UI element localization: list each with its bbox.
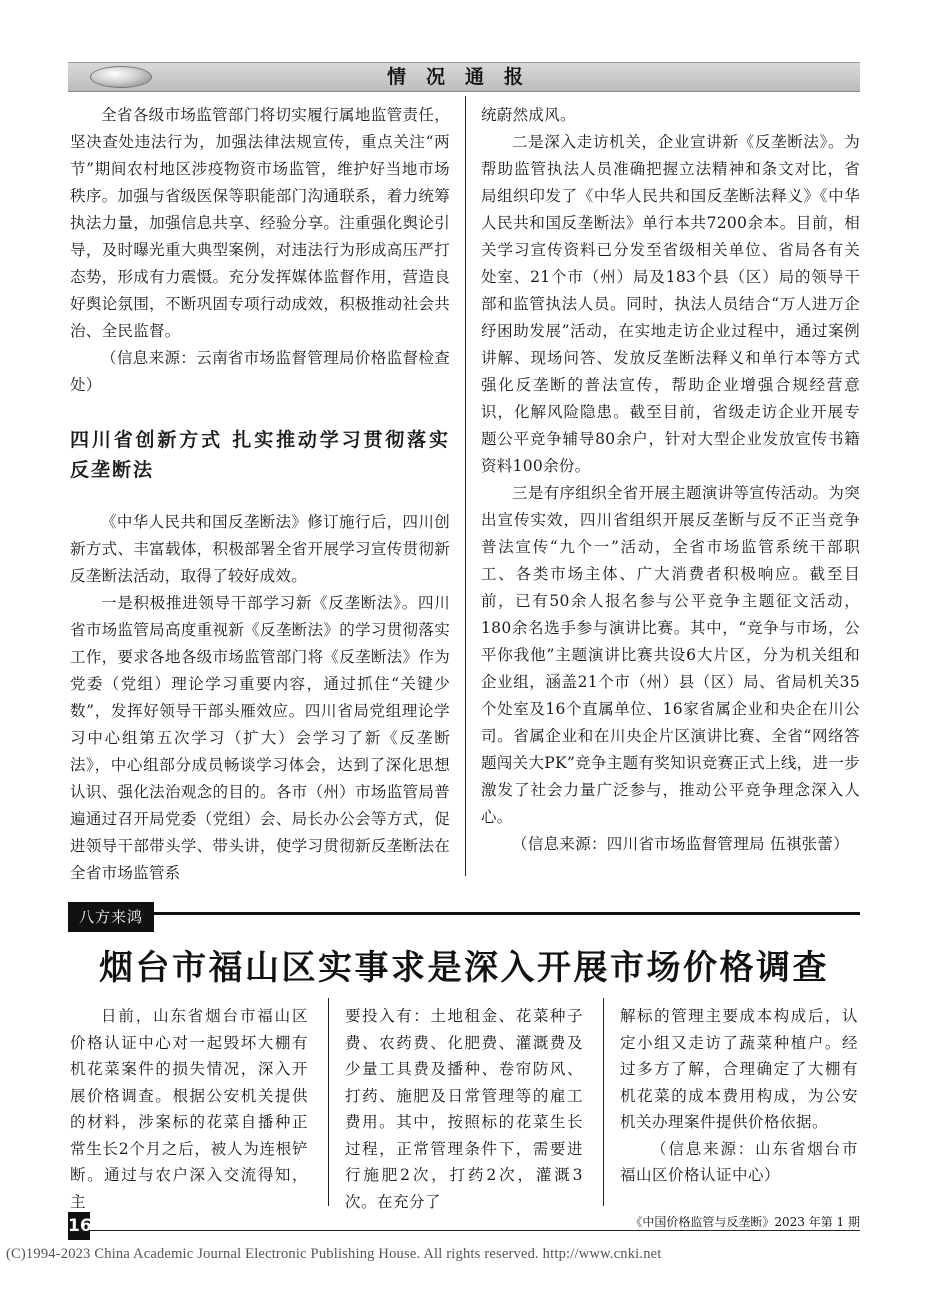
column-divider <box>328 998 329 1206</box>
paragraph: 《中华人民共和国反垄断法》修订施行后，四川创新方式、丰富载体，积极部署全省开展学习宣传贯彻新反垄断法活动，取得了较好成效。 <box>70 513 450 585</box>
section-tag: 八方来鸿 <box>68 902 154 932</box>
bottom-column-2 <box>345 1003 583 1215</box>
paragraph: 三是有序组织全省开展主题演讲等宣传活动。为突出宣传实效，四川省组织开展反垄断与反不正当竞争普法宣传“九个一”活动，全省市场监管系统干部职工、各类市场主体、广大消费者积极响应。截至目前，已有50余人报名参与公平竞争主题征文活动，180余名选手参与演讲比赛。其中，“竞争与市场，公平你我他”主题演讲比赛共设6大片区，分为机关组和企业组，涵盖21个市（州）县（区）局、省局机关35个处室及16个直属单位、16家省属企业和央企在川公司。省属企业和在川央企片区演讲比赛、全省“网络答题闯关大PK”竞争主题有奖知识竞赛正式上线，进一步激发了社会力量广泛参与，推动公平竞争理念深入人心。 <box>481 484 860 826</box>
paragraph: 解标的管理主要成本构成后，认定小组又走访了蔬菜种植户。经过多方了解，合理确定了大棚有机花菜的成本费用构成，为公安机关办理案件提供价格依据。 <box>620 1007 858 1131</box>
column-divider <box>465 96 466 876</box>
section-article-title: 烟台市福山区实事求是深入开展市场价格调查 <box>99 948 829 988</box>
section-rule <box>68 912 860 915</box>
copyright-line: (C)1994-2023 China Academic Journal Electronic Publishing House. All rights reserved. http://www.cnki.net <box>6 1246 662 1262</box>
page-header-title: 情况通报 <box>386 66 543 88</box>
paragraph: 二是深入走访机关，企业宣讲新《反垄断法》。为帮助监管执法人员准确把握立法精神和条文对比，省局组织印发了《中华人民共和国反垄断法释义》《中华人民共和国反垄断法》单行本共7200余本。目前，相关学习宣传资料已分发至省级相关单位、省局各有关处室、21个市（州）局及183个县（区）局的领导干部和监管执法人员。同时，执法人员结合“万人进万企 纾困助发展”活动，在实地走访企业过程中，通过案例讲解、现场问答、发放反垄断法释义和单行本等方式强化反垄断的普法宣传，帮助企业增强合规经营意识，化解风险隐患。截至目前，省级走访企业开展专题公平竞争辅导80余户，针对大型企业发放宣传书籍资料100余份。 <box>481 133 860 475</box>
article-title: 四川省创新方式 扎实推动学习贯彻落实反垄断法 <box>70 429 450 481</box>
bottom-column-1 <box>70 1003 308 1215</box>
header-oval-ornament <box>90 66 152 88</box>
paragraph: 日前，山东省烟台市福山区价格认证中心对一起毁坏大棚有机花菜案件的损失情况，深入开展价格调查。根据公安机关提供的材料，涉案标的花菜自播种正常生长2个月之后，被人为连根铲断。通过与农户深入交流得知，主 <box>70 1007 308 1211</box>
right-column <box>481 102 860 858</box>
left-column <box>70 102 450 887</box>
footer-rule <box>68 1230 860 1231</box>
bottom-column-3 <box>620 1003 858 1189</box>
paragraph: 一是积极推进领导干部学习新《反垄断法》。四川省市场监管局高度重视新《反垄断法》的学习贯彻落实工作，要求各地各级市场监管部门将《反垄断法》作为党委（党组）理论学习重要内容，通过抓住“关键少数”，发挥好领导干部头雁效应。四川省局党组理论学习中心组第五次学习（扩大）会学习了新《反垄断法》，中心组部分成员畅谈学习体会，达到了深化思想认识、强化法治观念的目的。各市（州）市场监管局普遍通过召开局党委（党组）会、局长办公会等方式，促进领导干部带头学、带头讲，使学习贯彻新反垄断法在全省市场监管系 <box>70 594 450 882</box>
journal-issue: 《中国价格监管与反垄断》2023 年第 1 期 <box>630 1215 860 1229</box>
source-note: （信息来源：云南省市场监督管理局价格监督检查处） <box>70 349 450 394</box>
source-note: （信息来源：四川省市场监督管理局 伍祺张蕾） <box>512 835 850 853</box>
paragraph: 全省各级市场监管部门将切实履行属地监管责任，坚决查处违法行为，加强法律法规宣传，重点关注“两节”期间农村地区涉疫物资市场监管，维护好当地市场秩序。加强与省级医保等职能部门沟通联系，着力统筹执法力量，加强信息共享、经验分享。注重强化舆论引导，及时曝光重大典型案例，对违法行为形成高压严打态势，形成有力震慑。充分发挥媒体监督作用，营造良好舆论氛围，不断巩固专项行动成效，积极推动社会共治、全民监督。 <box>70 106 450 340</box>
paragraph: 要投入有：土地租金、花菜种子费、农药费、化肥费、灌溉费及少量工具费及播种、卷帘防风、打药、施肥及日常管理等的雇工费用。其中，按照标的花菜生长过程，正常管理条件下，需要进行施肥2次，打药2次，灌溉3次。在充分了 <box>345 1007 583 1211</box>
page-number: 16 <box>68 1212 90 1240</box>
column-divider <box>603 998 604 1206</box>
paragraph: 统蔚然成风。 <box>481 106 576 124</box>
source-note: （信息来源：山东省烟台市福山区价格认证中心） <box>620 1139 858 1184</box>
